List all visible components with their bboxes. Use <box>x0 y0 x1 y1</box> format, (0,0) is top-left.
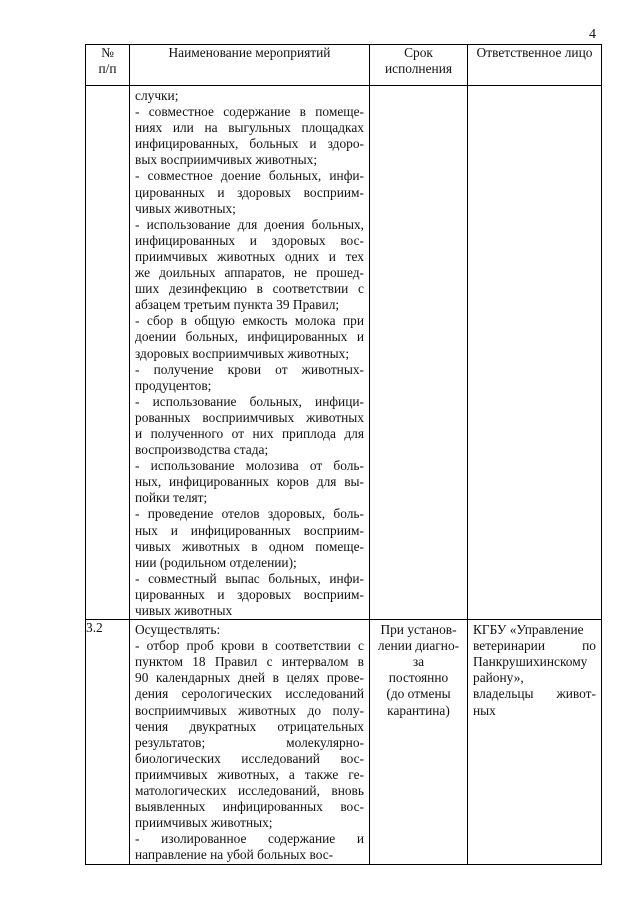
table-row-continuation <box>86 86 602 620</box>
header-name-text: Наименование мероприятий <box>168 45 331 60</box>
cell-responsible-text <box>468 620 602 864</box>
text-line: карантина) <box>387 702 450 718</box>
text-line: цированных и здоровых восприим- <box>135 184 364 200</box>
text-line: абзацем третьим пункта 39 Правил; <box>135 297 340 313</box>
text-line: чивых животных <box>135 603 233 618</box>
cell-number-empty <box>86 86 130 620</box>
text-line: приимчивых животных, а также ге- <box>135 766 364 782</box>
measure-text-block <box>130 620 369 863</box>
text-line: инфицированных и здоровых вос- <box>135 232 364 248</box>
header-number-line2: п/п <box>98 61 117 77</box>
text-line: - совместное содержание в помеще- <box>135 104 364 120</box>
text-line: восприимчивых животных до полу- <box>135 702 364 718</box>
text-line: пунктом 18 Правил с интервалом в <box>135 654 364 670</box>
text-line: - совместный выпас больных, инфи- <box>135 570 364 586</box>
term-text-block <box>370 620 467 719</box>
text-line: приимчивых животных одних и тех <box>135 248 364 264</box>
text-line: доении больных, инфицированных и <box>135 329 364 345</box>
text-line: же доильных аппаратов, не прошед- <box>135 265 364 281</box>
text-line: - получение крови от животных- <box>135 361 364 377</box>
text-line: району», <box>473 670 524 686</box>
text-line: - изолированное содержание и <box>135 831 364 847</box>
cell-measure-text <box>130 620 370 864</box>
text-line: пойки телят; <box>135 490 208 506</box>
text-line: 90 календарных дней в целях прове- <box>135 670 364 686</box>
continuation-text-block <box>130 86 369 619</box>
text-line: случки; <box>135 88 179 103</box>
responsible-text-block <box>468 620 601 719</box>
text-line: чения двукратных отрицательных <box>135 718 364 734</box>
text-line: - использование больных, инфици- <box>135 393 364 409</box>
text-line: чивых животных в одном помеще- <box>135 538 364 554</box>
text-line: Осуществлять: <box>135 622 221 638</box>
text-line: - использование для доения больных, <box>135 216 364 232</box>
text-line: здоровых восприимчивых животных; <box>135 345 350 361</box>
text-line: матологических исследований, вновь <box>135 783 364 799</box>
text-line: КГБУ «Управление <box>473 622 584 638</box>
text-line: результатов; молекулярно- <box>135 734 364 750</box>
header-responsible <box>468 45 602 86</box>
text-line: ветеринарии по <box>473 638 596 654</box>
text-line: ных <box>473 702 496 718</box>
text-line: - совместное доение больных, инфи- <box>135 168 364 184</box>
text-line: При установ- <box>380 622 457 638</box>
text-line: - отбор проб крови в соответствии с <box>135 638 364 654</box>
cell-responsible-empty <box>468 86 602 620</box>
text-line: инфицированных, больных и здоро- <box>135 136 364 152</box>
cell-term-empty <box>370 86 468 620</box>
page-number: 4 <box>589 27 596 42</box>
header-number-line1: № <box>101 45 114 60</box>
text-line: ниях или на выгульных площадках <box>135 120 364 136</box>
text-line: воспроизводства стада; <box>135 442 269 458</box>
text-line: биологических исследований вос- <box>135 750 364 766</box>
header-name <box>130 45 370 86</box>
text-line: постоянно <box>388 670 449 686</box>
text-line: направление на убой больных вос- <box>135 847 334 863</box>
cell-continuation-text <box>130 86 370 620</box>
text-line: за <box>412 654 425 670</box>
text-line: - проведение отелов здоровых, боль- <box>135 506 364 522</box>
row-number: 3.2 <box>86 620 130 864</box>
text-line: вых восприимчивых животных; <box>135 152 318 168</box>
header-term-line2: исполнения <box>384 61 453 77</box>
table-header-row <box>86 45 602 86</box>
header-responsible-text: Ответственное лицо <box>476 45 593 60</box>
text-line: и полученного от них приплода для <box>135 425 364 441</box>
text-line: - использование молозива от боль- <box>135 458 364 474</box>
header-term-line1: Срок <box>404 45 433 60</box>
text-line: владельцы живот- <box>473 686 596 702</box>
text-line: выявленных инфицированных вос- <box>135 799 364 815</box>
text-line: цированных и здоровых восприим- <box>135 586 364 602</box>
text-line: чивых животных; <box>135 200 236 216</box>
text-line: лении диагно- <box>377 638 460 654</box>
table-row-3-2 <box>86 620 602 864</box>
text-line: дения серологических исследований <box>135 686 364 702</box>
header-term <box>370 45 468 86</box>
text-line: ных, инфицированных коров для вы- <box>135 474 364 490</box>
measures-table <box>85 44 602 865</box>
text-line: рованных восприимчивых животных <box>135 409 364 425</box>
text-line: ших дезинфекцию в соответствии с <box>135 281 364 297</box>
text-line: Панкрушихинскому <box>473 654 588 670</box>
text-line: ных и инфицированных восприим- <box>135 522 364 538</box>
text-line: (до отмены <box>386 686 451 702</box>
text-line: нии (родильном отделении); <box>135 554 297 570</box>
text-line: - сбор в общую емкость молока при <box>135 313 364 329</box>
header-number <box>86 45 130 86</box>
cell-term-text <box>370 620 468 864</box>
text-line: продуцентов; <box>135 377 212 393</box>
text-line: приимчивых животных; <box>135 815 273 831</box>
